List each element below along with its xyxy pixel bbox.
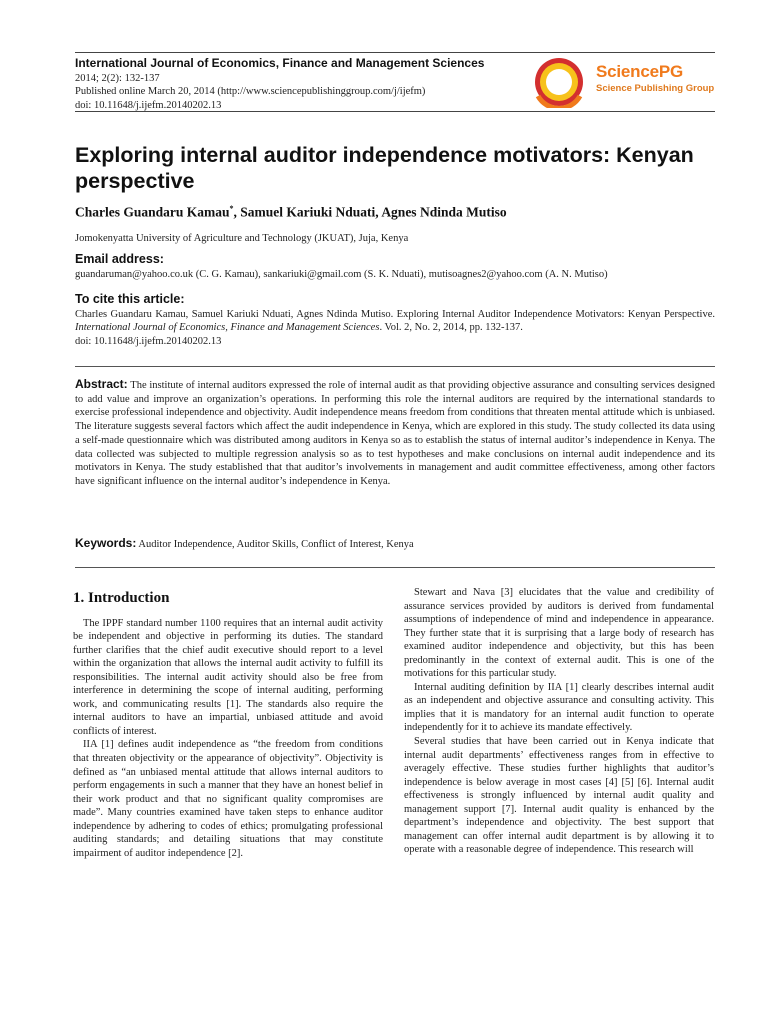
body-paragraph: The IPPF standard number 1100 requires that an internal audit activity be independent and objective in performing its duties. The standard further clarifies that the chief audit executive should report to a level within the organization that allows the internal audit activity to fulfill its responsibilities. The internal audit activity should also be free from interference in determining the scope of internal auditing, performing work, and communicating results [1]. The standards also require the internal auditors to have an impartial, unbiased attitude and avoid conflicts of interest. [73, 617, 383, 737]
first-author: Charles Guandaru Kamau [75, 204, 230, 220]
journal-name: International Journal of Economics, Finance and Management Sciences [75, 56, 485, 70]
abstract [75, 378, 715, 489]
keywords-text: Auditor Independence, Auditor Skills, Conflict of Interest, Kenya [136, 539, 414, 550]
abstract-top-rule [75, 366, 715, 367]
header-bottom-rule [75, 111, 715, 112]
abstract-label: Abstract: [75, 377, 128, 391]
issue-info: 2014; 2(2): 132-137 [75, 73, 160, 84]
citation-doi[interactable]: doi: 10.11648/j.ijefm.20140202.13 [75, 335, 222, 347]
email-heading: Email address: [75, 252, 164, 266]
section-heading-introduction: 1. Introduction [73, 590, 170, 606]
logo-text [596, 62, 714, 94]
publication-date[interactable]: Published online March 20, 2014 (http://www.sciencepublishinggroup.com/j/ijefm) [75, 86, 426, 98]
corresponding-author-mark: * [229, 204, 234, 213]
left-column [73, 584, 383, 860]
citation-authors-title: Charles Guandaru Kamau, Samuel Kariuki Nduati, Agnes Ndinda Mutiso. Exploring Internal Auditor Independence Motivators: Kenyan Perspective. [75, 309, 715, 320]
keywords-label: Keywords: [75, 536, 137, 550]
citation-journal: International Journal of Economics, Finance and Management Sciences [75, 322, 380, 334]
body-paragraph: Stewart and Nava [3] elucidates that the value and credibility of assurance services provided by auditors is derived from fundamental assumptions of independence of mind and independence in appearance. They further state that it is surprising that a large body of research has examined auditor independence and objectivity, but this has been predominantly in the context of external audit. This is one of the motivations for this particular study. [404, 587, 714, 680]
header-doi[interactable]: doi: 10.11648/j.ijefm.20140202.13 [75, 99, 222, 111]
citation-heading: To cite this article: [75, 292, 185, 306]
logo-subtitle: Science Publishing Group [596, 83, 715, 94]
header-top-rule [75, 52, 715, 53]
other-authors: , Samuel Kariuki Nduati, Agnes Ndinda Mutiso [233, 204, 507, 220]
citation-text [75, 308, 715, 348]
article-title: Exploring internal auditor independence motivators: Kenyan perspective [75, 143, 694, 193]
body-paragraph: Internal auditing definition by IIA [1] clearly describes internal audit as an independent and objective assurance and consulting activity. This implies that it is mandatory for an internal audit function to operate independently for it to achieve its mandate effectively. [404, 681, 714, 734]
keywords [75, 536, 715, 550]
abstract-bottom-rule [75, 567, 715, 568]
right-column [404, 586, 714, 857]
body-paragraph: IIA [1] defines audit independence as “the freedom from conditions that threaten objectivity or the appearance of objectivity”. Objectivity is defined as “an unbiased mental attitude that allows internal auditors to perform engagements in such a manner that they have an honest belief in their work product and that no significant quality compromises are made”. Many countries examined have taken steps to enhance auditor independence by adhering to codes of ethics; promulgating professional auditing standards; and detailing situations that may constitute impairment of auditor independence [2]. [73, 739, 383, 859]
author-list [75, 204, 507, 221]
author-affiliation: Jomokenyatta University of Agriculture and Technology (JKUAT), Juja, Kenya [75, 233, 409, 244]
email-addresses[interactable]: guandaruman@yahoo.co.uk (C. G. Kamau), sankariuki@gmail.com (S. K. Nduati), mutisoagnes2@yahoo.com (A. N. Mutiso) [75, 269, 608, 280]
body-paragraph: Several studies that have been carried out in Kenya indicate that internal audit departments’ effectiveness ranges from in effective to averagely effective. These studies further highlights that auditor’s independence is below average in most cases [4] [5] [6]. Internal audit effectiveness is strongly influenced by internal audit quality and management support [7]. Internal audit quality is enhanced by the department’s independence and objectivity. The best support that management can offer internal audit department is by allowing it to operate with a reasonable degree of independence. This research will [404, 736, 714, 856]
sciencepg-logo[interactable] [530, 56, 720, 108]
sciencepg-logo-icon [530, 56, 590, 108]
abstract-text: The institute of internal auditors expressed the role of internal audit as that providing objective assurance and consulting services designed to add value and improve an organization’s operations. In performing this role the internal auditors are required by the international standards to exercise professional independence and objectivity. Audit independence means freedom from conditions that threaten mental attitude which is unbiased. The literature suggests several factors which affect the audit independence in Kenya, which are explored in this study. The study collected its data using a self-made questionnaire which was distributed among auditors in Kenya so as to establish the status of internal auditor’s independence in Kenya. The data collected was subjected to multiple regression analysis so as to test hypotheses and make conclusions on internal audit independence and its motivators in Kenya. The study established that that auditor’s involvements in management and audit committee effectiveness, among other factors have significant influence on the internal auditor’s independence in Kenya. [75, 380, 715, 487]
logo-brand: SciencePG [596, 62, 684, 81]
citation-volume: . Vol. 2, No. 2, 2014, pp. 132-137. [379, 322, 523, 334]
journal-header [75, 56, 515, 112]
